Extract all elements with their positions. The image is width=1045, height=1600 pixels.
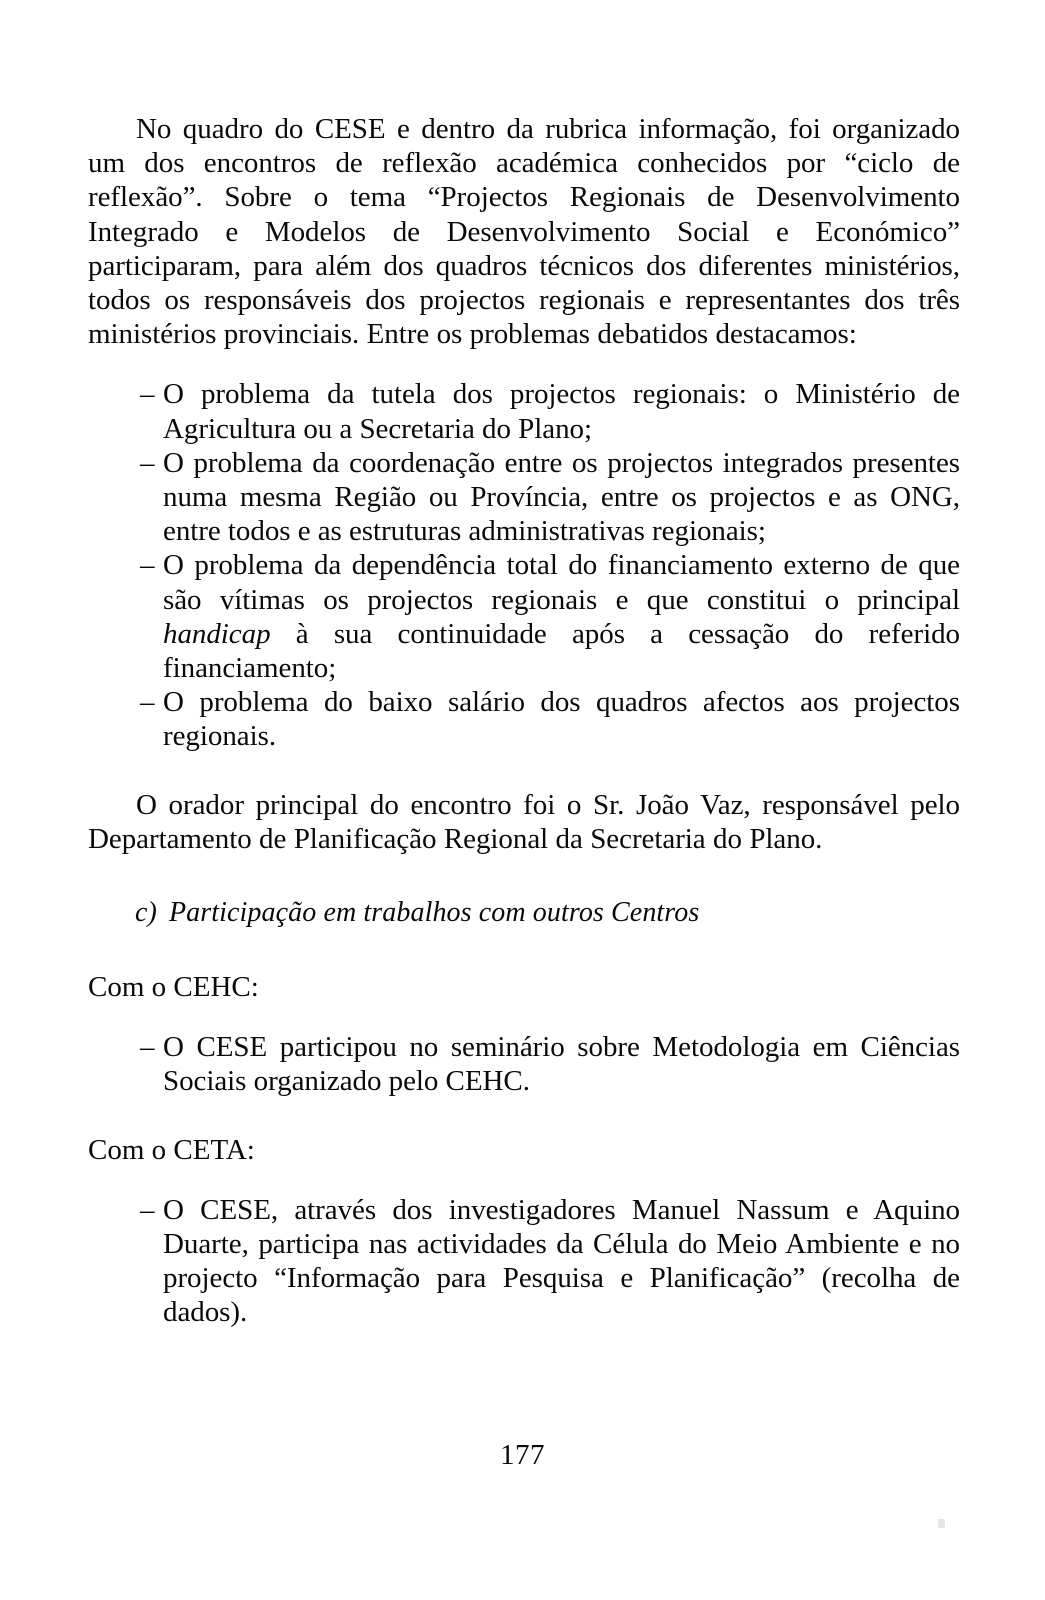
- intro-paragraph: No quadro do CESE e dentro da rubrica informação, foi organizado um dos encontros de reflexão académica conhecidos por “ciclo de reflexão”. Sobre o tema “Projectos Regionais de Desenvolvimento Integrado e Modelos de Desenvolvimento Social e Económico” participaram, para além dos quadros técnicos dos diferentes ministérios, todos os responsáveis dos projectos regionais e representantes dos três ministérios provinciais. Entre os problemas debatidos destacamos:: [88, 113, 960, 351]
- dash-bullet-icon: –: [140, 1193, 155, 1226]
- spacer: [88, 1004, 960, 1030]
- page-text-block: [88, 112, 960, 1330]
- spacer: [88, 1099, 960, 1133]
- scan-artifact-speck: [938, 1519, 945, 1528]
- cehc-list: [88, 1030, 960, 1098]
- section-marker: c): [135, 897, 157, 929]
- dash-bullet-icon: –: [140, 378, 155, 411]
- list-item: [88, 548, 960, 685]
- list-item: [88, 685, 960, 753]
- section-title: Participação em trabalhos com outros Centros: [168, 897, 700, 929]
- list-item-text: O CESE, através dos investigadores Manuel Nassum e Aquino Duarte, participa nas actividades da Célula do Meio Ambiente e no projecto “Informação para Pesquisa e Planificação” (recolha de dados).: [163, 1193, 960, 1329]
- list-item-text-before-emphasis: O problema da dependência total do financiamento externo de que são vítimas os projectos regionais e que constitui o principal: [163, 549, 960, 616]
- list-item-text: O CESE participou no seminário sobre Metodologia em Ciências Sociais organizado pelo CEHC.: [163, 1031, 960, 1098]
- speaker-paragraph: O orador principal do encontro foi o Sr. João Vaz, responsável pelo Departamento de Planificação Regional da Secretaria do Plano.: [88, 788, 960, 855]
- subsection-label-cehc: Com o CEHC:: [88, 971, 259, 1004]
- emphasised-term: handicap: [163, 617, 271, 650]
- spacer: [88, 1167, 960, 1193]
- list-item: [88, 446, 960, 549]
- spacer: [88, 930, 960, 970]
- list-item: [88, 1030, 960, 1098]
- subsection-label-ceta: Com o CETA:: [88, 1133, 255, 1166]
- dash-bullet-icon: –: [140, 686, 155, 719]
- dash-bullet-icon: –: [140, 446, 155, 479]
- dash-bullet-icon: –: [140, 1031, 155, 1064]
- list-item-text-after-emphasis: à sua continuidade após a cessação do referido financiamento;: [163, 617, 960, 685]
- list-item: [88, 377, 960, 445]
- spacer: [88, 856, 960, 896]
- list-item-text: O problema da tutela dos projectos regionais: o Ministério de Agricultura ou a Secretaria do Plano;: [163, 378, 960, 445]
- problems-list: [88, 377, 960, 753]
- list-item-text: O problema do baixo salário dos quadros afectos aos projectos regionais.: [163, 686, 960, 753]
- section-heading-c: [88, 896, 960, 930]
- list-item-text: O problema da coordenação entre os projectos integrados presentes numa mesma Região ou Província, entre os projectos e as ONG, entre todos e as estruturas administrativas regionais;: [163, 446, 960, 548]
- spacer: [88, 351, 960, 377]
- spacer: [88, 754, 960, 788]
- ceta-list: [88, 1193, 960, 1330]
- dash-bullet-icon: –: [140, 549, 155, 582]
- list-item: [88, 1193, 960, 1330]
- page-number: 177: [500, 1439, 545, 1471]
